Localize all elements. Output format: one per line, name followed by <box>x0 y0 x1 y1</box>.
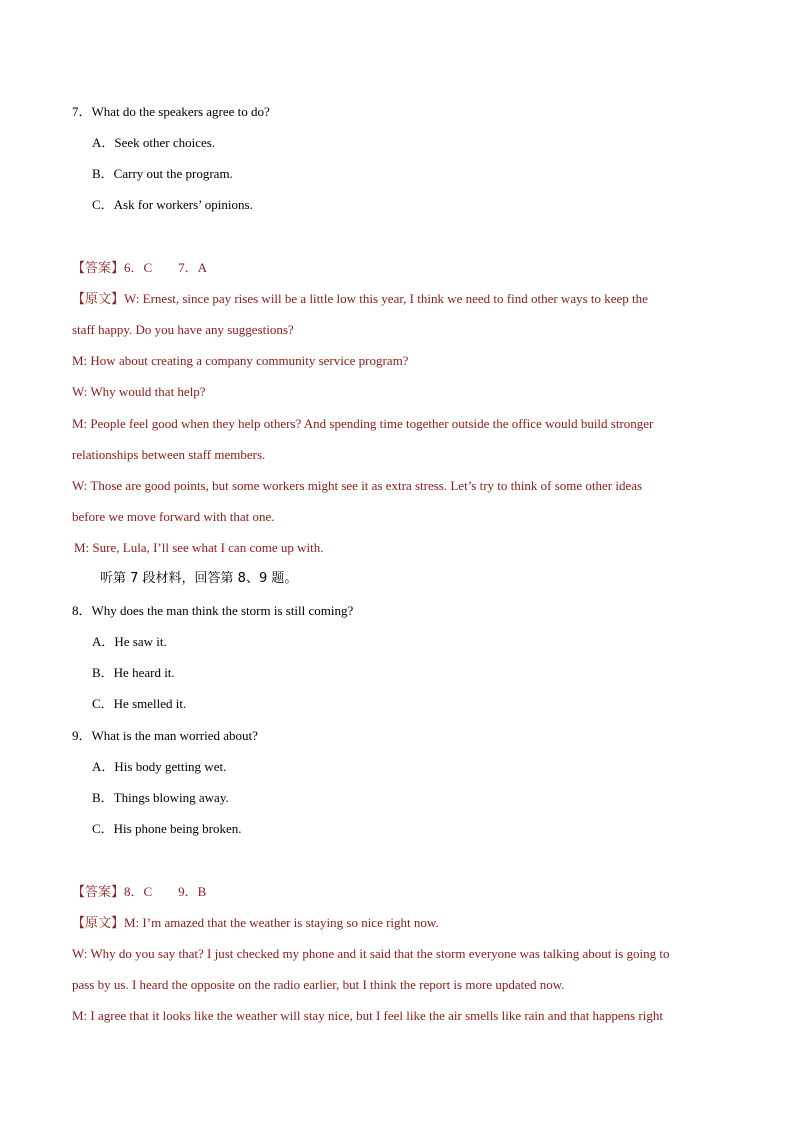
question-7: 7．What do the speakers agree to do? <box>72 104 270 119</box>
answer-tag: 【答案】 <box>72 261 125 276</box>
transcript-1-line-5: M: People feel good when they help others? And spending time together outside the office would build stronger <box>72 416 654 431</box>
transcript-1-line-6: relationships between staff members. <box>72 447 266 462</box>
question-8: 8．Why does the man think the storm is still coming? <box>72 603 354 618</box>
transcript-text: M: I’m amazed that the weather is staying so nice right now. <box>124 915 439 930</box>
q7-option-a: A．Seek other choices. <box>92 135 216 150</box>
q9-option-c: C．His phone being broken. <box>92 821 242 836</box>
transcript-1-line-1 <box>72 291 648 307</box>
transcript-1-line-4: W: Why would that help? <box>72 384 206 399</box>
answer-8-9 <box>72 884 206 900</box>
question-9: 9．What is the man worried about? <box>72 728 258 743</box>
q8-option-c: C．He smelled it. <box>92 696 187 711</box>
q7-option-b: B．Carry out the program. <box>92 166 233 181</box>
transcript-tag: 【原文】 <box>72 916 125 931</box>
q9-option-b: B．Things blowing away. <box>92 790 229 805</box>
transcript-text: W: Ernest, since pay rises will be a little low this year, I think we need to find other ways to keep the <box>124 291 648 306</box>
transcript-2-line-2: W: Why do you say that? I just checked my phone and it said that the storm everyone was talking about is going to <box>72 946 670 961</box>
transcript-1-line-8: before we move forward with that one. <box>72 509 275 524</box>
q8-option-a: A．He saw it. <box>92 634 167 649</box>
answer-text: 8．C 9．B <box>124 884 207 899</box>
answer-tag: 【答案】 <box>72 885 125 900</box>
q9-option-a: A．His body getting wet. <box>92 759 227 774</box>
transcript-2-line-4: M: I agree that it looks like the weather will stay nice, but I feel like the air smells like rain and that happens right <box>72 1008 663 1023</box>
answer-text: 6．C 7．A <box>124 260 208 275</box>
transcript-tag: 【原文】 <box>72 292 125 307</box>
transcript-2-line-1 <box>72 915 439 931</box>
transcript-1-line-2: staff happy. Do you have any suggestions? <box>72 322 294 337</box>
q7-option-c: C．Ask for workers’ opinions. <box>92 197 253 212</box>
q8-option-b: B．He heard it. <box>92 665 175 680</box>
transcript-1-line-7: W: Those are good points, but some workers might see it as extra stress. Let’s try to think of some other ideas <box>72 478 643 493</box>
transcript-1-line-3: M: How about creating a company community service program? <box>72 353 409 368</box>
transcript-1-line-9: M: Sure, Lula, I’ll see what I can come up with. <box>74 540 324 555</box>
answer-6-7 <box>72 260 207 276</box>
transcript-2-line-3: pass by us. I heard the opposite on the radio earlier, but I think the report is more updated now. <box>72 977 565 992</box>
section-intro: 听第 7 段材料，回答第 8、9 题。 <box>100 571 298 586</box>
